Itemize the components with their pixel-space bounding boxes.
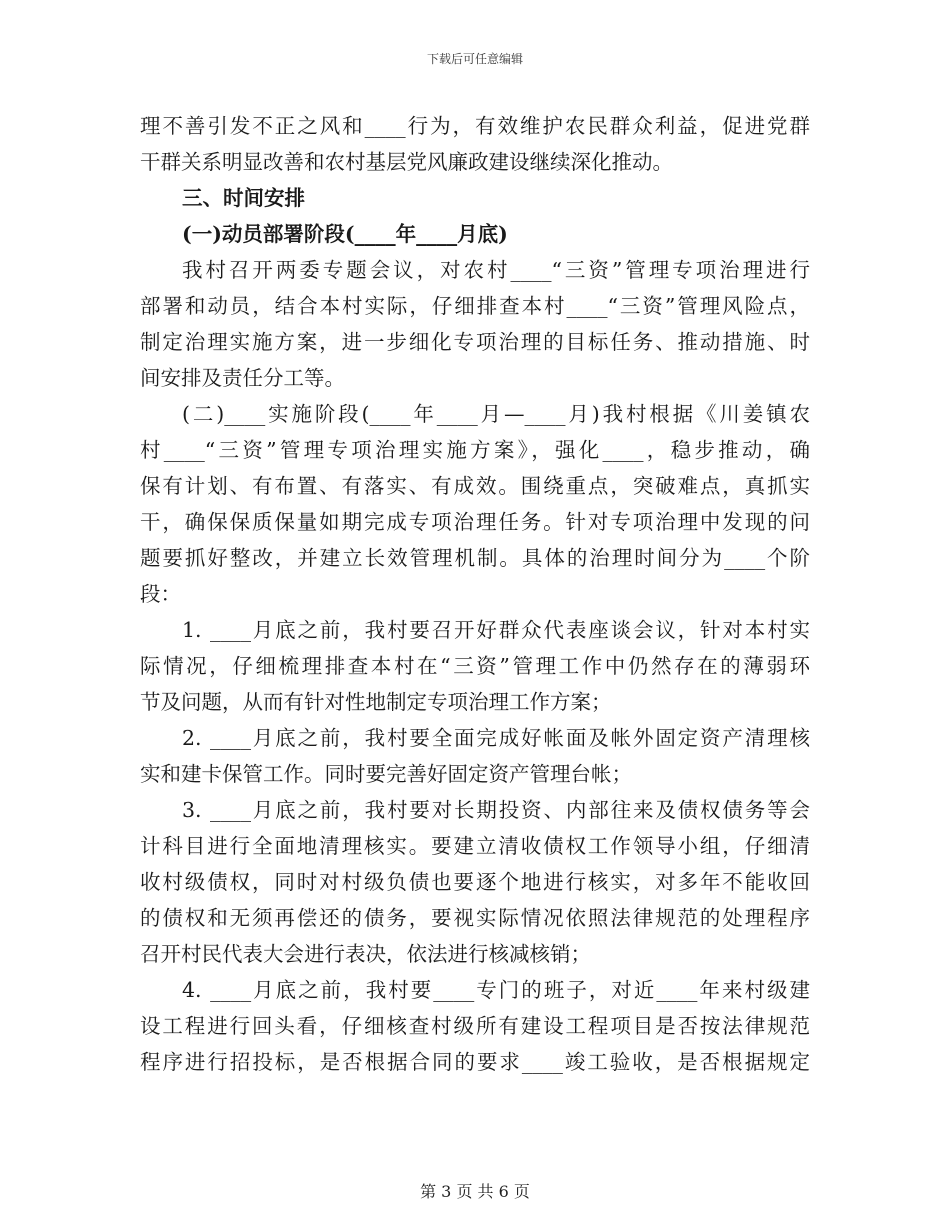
paragraph-line: 节及问题，从而有针对性地制定专项治理工作方案； bbox=[140, 690, 612, 714]
paragraph-line: 保有计划、有布置、有落实、有成效。围绕重点，突破难点，真抓实 bbox=[140, 474, 810, 498]
paragraph-line: 题要抓好整改，并建立长效管理机制。具体的治理时间分为____个阶 bbox=[140, 546, 810, 570]
paragraph-line: 的债权和无须再偿还的债务，要视实际情况依照法律规范的处理程序 bbox=[140, 906, 810, 930]
paragraph-line: 部署和动员，结合本村实际，仔细排查本村____“三资”管理风险点， bbox=[140, 294, 810, 318]
paragraph-line: 干，确保保质保量如期完成专项治理任务。针对专项治理中发现的问 bbox=[140, 510, 810, 534]
paragraph-line: 间安排及责任分工等。 bbox=[140, 366, 345, 390]
paragraph-line: 设工程进行回头看，仔细核查村级所有建设工程项目是否按法律规范 bbox=[140, 1014, 810, 1038]
paragraph-line: 制定治理实施方案，进一步细化专项治理的目标任务、推动措施、时 bbox=[140, 330, 810, 354]
paragraph-line: 段： bbox=[140, 582, 181, 606]
document-body bbox=[140, 108, 810, 1080]
paragraph-line: 理不善引发不正之风和____行为，有效维护农民群众利益，促进党群 bbox=[140, 114, 810, 138]
list-item: 3. ____月底之前，我村要对长期投资、内部往来及债权债务等会 bbox=[182, 798, 810, 822]
page-footer: 第 3 页 共 6 页 bbox=[420, 1182, 530, 1201]
paragraph-line: 收村级债权，同时对村级负债也要逐个地进行核实，对多年不能收回 bbox=[140, 870, 810, 894]
paragraph-line: 实和建卡保管工作。同时要完善好固定资产管理台帐； bbox=[140, 762, 632, 786]
subsection-heading: (一)动员部署阶段(____年____月底) bbox=[182, 222, 508, 246]
paragraph-line: 际情况，仔细梳理排查本村在“三资”管理工作中仍然存在的薄弱环 bbox=[140, 654, 810, 678]
paragraph-line: 召开村民代表大会进行表决，依法进行核减核销； bbox=[140, 942, 591, 966]
list-item: 1. ____月底之前，我村要召开好群众代表座谈会议，针对本村实 bbox=[182, 618, 810, 642]
section-heading: 三、时间安排 bbox=[182, 186, 305, 210]
paragraph-line: (二)____实施阶段(____年____月—____月)我村根据《川姜镇农 bbox=[182, 402, 810, 426]
paragraph-line: 我村召开两委专题会议，对农村____“三资”管理专项治理进行 bbox=[182, 258, 810, 282]
list-item: 2. ____月底之前，我村要全面完成好帐面及帐外固定资产清理核 bbox=[182, 726, 810, 750]
paragraph-line: 计科目进行全面地清理核实。要建立清收债权工作领导小组，仔细清 bbox=[140, 834, 810, 858]
list-item: 4. ____月底之前，我村要____专门的班子，对近____年来村级建 bbox=[182, 978, 810, 1002]
paragraph-line: 干群关系明显改善和农村基层党风廉政建设继续深化推动。 bbox=[140, 150, 673, 174]
paragraph-line: 程序进行招投标，是否根据合同的要求____竣工验收，是否根据规定 bbox=[140, 1050, 810, 1074]
page-header: 下载后可任意编辑 bbox=[426, 52, 523, 66]
paragraph-line: 村____“三资”管理专项治理实施方案》，强化____，稳步推动，确 bbox=[140, 438, 810, 462]
